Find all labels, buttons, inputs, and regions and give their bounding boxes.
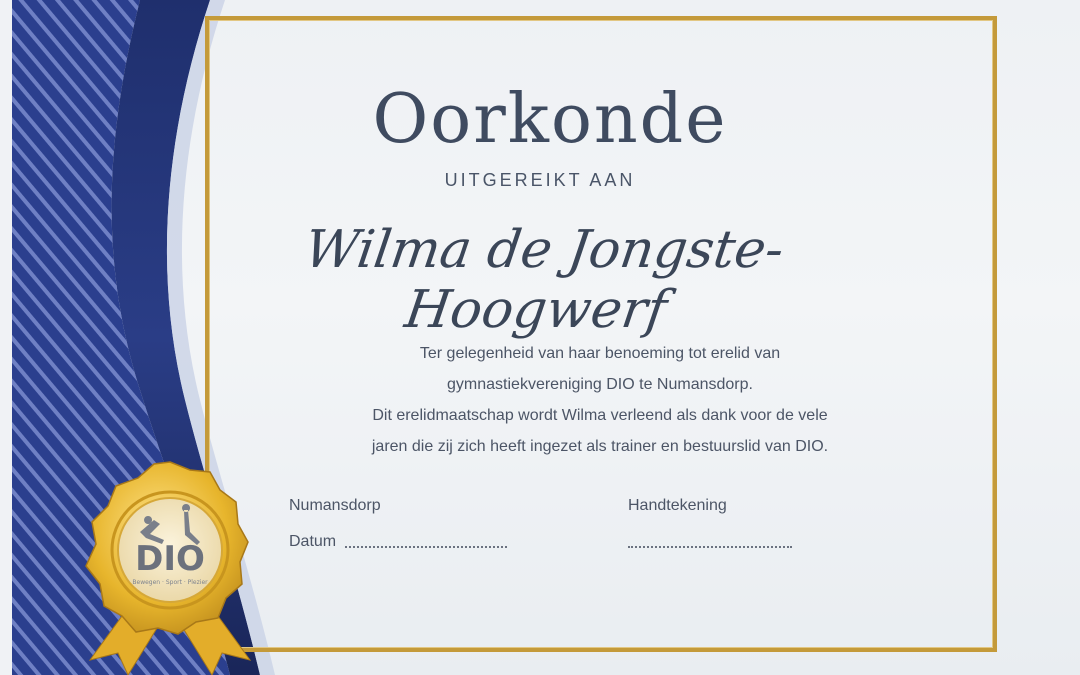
certificate-subtitle: UITGEREIKT AAN [444, 170, 636, 190]
body-line: gymnastiekvereniging DIO te Numansdorp. [447, 376, 753, 393]
seal-tagline: Bewegen · Sport · Plezier [132, 579, 208, 586]
certificate-body [230, 338, 970, 462]
date-label: Datum [289, 533, 337, 550]
certificate-title: Oorkonde [372, 80, 728, 159]
body-line: jaren die zij zich heeft ingezet als trainer en bestuurslid van DIO. [371, 438, 829, 455]
signature-dotted-line [628, 546, 792, 548]
dio-seal-badge [70, 455, 270, 675]
date-dotted-line [345, 546, 507, 548]
body-line: Dit erelidmaatschap wordt Wilma verleend als dank voor de vele [372, 407, 828, 424]
seal-logo-text: DIO [135, 539, 205, 579]
recipient-name: Wilma de Jongste-Hoogwerf [300, 220, 788, 340]
body-line: Ter gelegenheid van haar benoeming tot erelid van [419, 345, 781, 362]
place-label: Numansdorp [289, 497, 381, 514]
signature-label: Handtekening [628, 497, 727, 514]
